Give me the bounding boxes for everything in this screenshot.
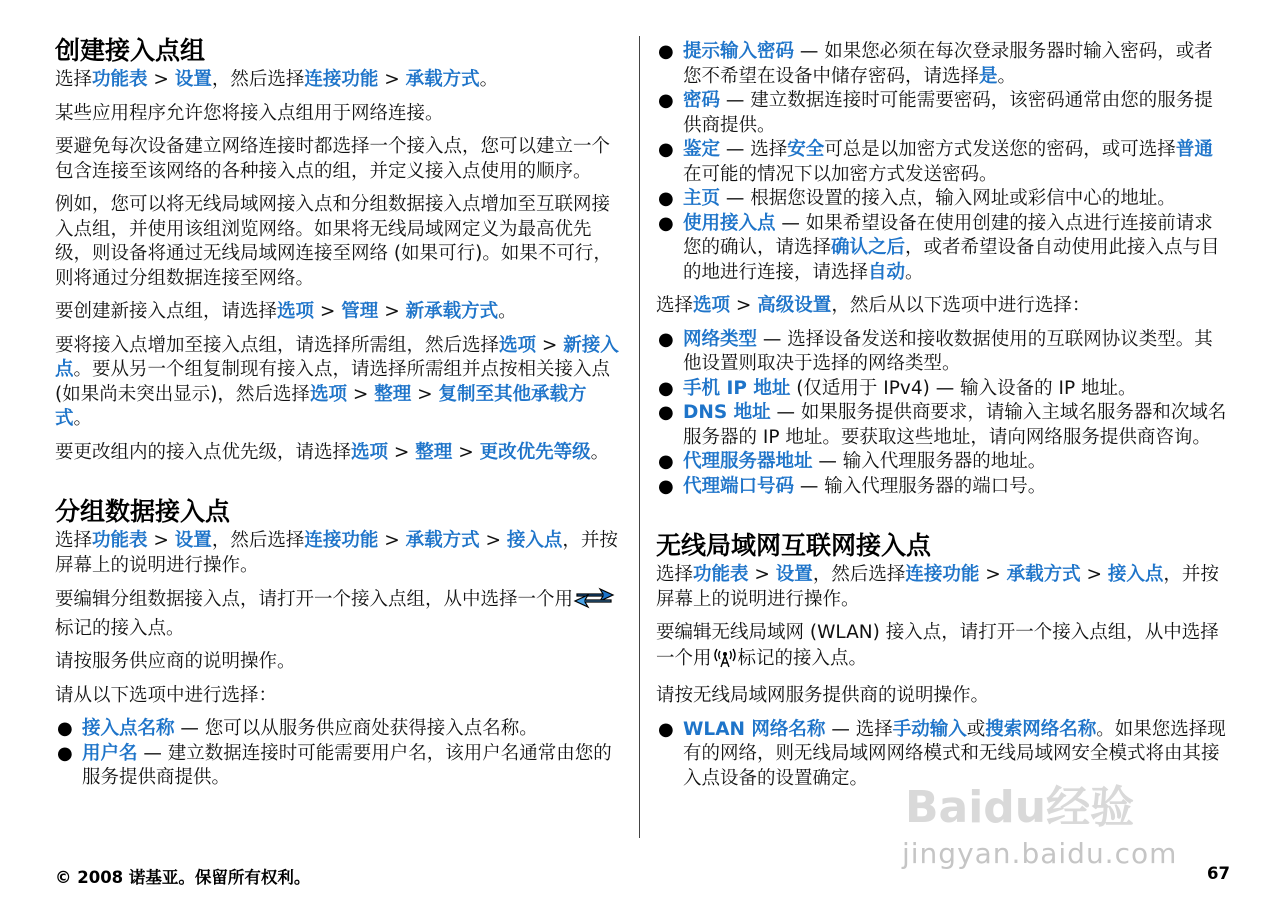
link-connectivity[interactable]: 连接功能 — [304, 530, 379, 551]
option-term[interactable]: 网络类型 — [683, 328, 758, 350]
list-item: ● 鉴定 — 选择安全可总是以加密方式发送您的密码，或可选择普通在可能的情况下以加密方式发送密码。 — [658, 139, 1213, 185]
option-term[interactable]: 提示输入密码 — [683, 41, 795, 62]
option-value[interactable]: 搜索网络名称 — [985, 718, 1097, 740]
option-term[interactable]: 鉴定 — [683, 139, 721, 160]
option-term[interactable]: WLAN 网络名称 — [683, 718, 826, 740]
link-settings[interactable]: 设置 — [775, 564, 813, 585]
list-item: ● 提示输入密码 — 如果您必须在每次登录服务器时输入密码，或者您不希望在设备中储存密码，请选择是。 — [658, 41, 1213, 87]
link-organize[interactable]: 整理 — [415, 441, 453, 463]
link-change-priority[interactable]: 更改优先等级 — [479, 441, 591, 463]
option-term[interactable]: 接入点名称 — [82, 718, 175, 739]
nav-path: 选择功能表 > 设置，然后选择连接功能 > 承载方式 > 接入点，并按屏幕上的说明进行操作。 — [656, 564, 1219, 610]
paragraph-edit-packet: 要编辑分组数据接入点，请打开一个接入点组，从中选择一个用标记的接入点。 — [55, 587, 623, 641]
list-item: ● 主页 — 根据您设置的接入点，输入网址或彩信中心的地址。 — [656, 187, 1228, 212]
link-new-ap[interactable]: 新接入点 — [55, 334, 619, 380]
option-list — [55, 717, 623, 791]
watermark-url: jingyan.baidu.com — [902, 837, 1178, 870]
link-organize[interactable]: 整理 — [374, 383, 412, 405]
link-copy-to-bearer[interactable]: 复制至其他承载方式 — [55, 383, 587, 429]
option-term[interactable]: 代理服务器地址 — [683, 451, 813, 472]
nav-path: 选择功能表 > 设置，然后选择连接功能 > 承载方式 > 接入点，并按屏幕上的说明进行操作。 — [55, 530, 618, 576]
bullet-icon: ● — [658, 377, 674, 399]
link-menu[interactable]: 功能表 — [693, 564, 749, 585]
link-advanced-settings[interactable]: 高级设置 — [757, 295, 832, 316]
link-options[interactable]: 选项 — [309, 383, 347, 405]
nav-path: 选择功能表 > 设置，然后选择连接功能 > 承载方式。 — [55, 69, 499, 90]
link-access-point[interactable]: 接入点 — [506, 530, 563, 551]
paragraph: 某些应用程序允许您将接入点组用于网络连接。 — [55, 102, 444, 124]
link-bearer[interactable]: 承载方式 — [405, 69, 480, 90]
list-item: ● 代理服务器地址 — 输入代理服务器的地址。 — [656, 450, 1228, 475]
paragraph: 请按无线局域网服务提供商的说明操作。 — [656, 685, 990, 706]
paragraph: 要避免每次设备建立网络连接时都选择一个接入点，您可以建立一个包含连接至该网络的各种接入点的组，并定义接入点使用的顺序。 — [55, 136, 611, 182]
footer-copyright: © 2008 诺基亚。保留所有权利。 — [55, 868, 311, 887]
link-access-point[interactable]: 接入点 — [1107, 564, 1164, 585]
option-term[interactable]: DNS 地址 — [683, 402, 771, 423]
section-title-wlan: 无线局域网互联网接入点 — [656, 531, 932, 560]
list-item: ● WLAN 网络名称 — 选择手动输入或搜索网络名称。如果您选择现有的网络，则无线局域网网络模式和无线局域网安全模式将由其接入点设备的设置确定。 — [658, 718, 1226, 789]
list-item: ● 代理端口号码 — 输入代理服务器的端口号。 — [656, 475, 1228, 500]
option-term[interactable]: 使用接入点 — [683, 212, 776, 234]
packet-data-arrows-icon — [573, 587, 615, 617]
bullet-icon: ● — [57, 718, 73, 739]
link-options[interactable]: 选项 — [499, 334, 537, 356]
option-term[interactable]: 用户名 — [82, 742, 138, 764]
paragraph-add-ap: 要将接入点增加至接入点组，请选择所需组，然后选择选项 > 新接入点。要从另一个组复制现有接入点，请选择所需组并点按相关接入点 (如果尚未突出显示)，然后选择选项 > 整理 > 复制至其他承载方式。 — [55, 334, 619, 429]
option-list — [656, 328, 1228, 500]
option-term[interactable]: 主页 — [683, 188, 721, 209]
bullet-icon: ● — [658, 475, 674, 497]
link-options[interactable]: 选项 — [693, 295, 731, 316]
option-value[interactable]: 是 — [979, 65, 998, 87]
link-settings[interactable]: 设置 — [174, 530, 212, 551]
link-bearer[interactable]: 承载方式 — [1006, 564, 1081, 585]
bullet-icon: ● — [57, 742, 73, 764]
bullet-icon: ● — [658, 188, 674, 209]
page-number: 67 — [1207, 864, 1230, 883]
section-title-create-group: 创建接入点组 — [55, 36, 206, 65]
option-value[interactable]: 安全 — [787, 139, 825, 160]
bullet-icon: ● — [658, 212, 674, 234]
left-column — [55, 34, 623, 791]
paragraph: 请按服务供应商的说明操作。 — [55, 651, 296, 672]
link-manage[interactable]: 管理 — [341, 301, 379, 322]
link-menu[interactable]: 功能表 — [92, 69, 148, 90]
bullet-icon: ● — [658, 41, 674, 62]
list-item: ● 手机 IP 地址 (仅适用于 IPv4) — 输入设备的 IP 地址。 — [656, 377, 1228, 402]
list-item: ● 密码 — 建立数据连接时可能需要密码，该密码通常由您的服务提供商提供。 — [658, 90, 1213, 136]
paragraph-priority: 要更改组内的接入点优先级，请选择选项 > 整理 > 更改优先等级。 — [55, 441, 610, 463]
bullet-icon: ● — [658, 402, 674, 423]
link-new-bearer[interactable]: 新承载方式 — [405, 301, 499, 322]
bullet-icon: ● — [658, 90, 674, 111]
list-item: ● 接入点名称 — 您可以从服务供应商处获得接入点名称。 — [55, 717, 623, 742]
bullet-icon: ● — [658, 328, 674, 350]
list-item: ● 用户名 — 建立数据连接时可能需要用户名，该用户名通常由您的服务提供商提供。 — [57, 742, 612, 788]
list-item: ● 使用接入点 — 如果希望设备在使用创建的接入点进行连接前请求您的确认，请选择确认之后，或者希望设备自动使用此接入点与目的地进行连接，请选择自动。 — [658, 212, 1220, 283]
link-options[interactable]: 选项 — [351, 441, 389, 463]
paragraph-edit-wlan: 要编辑无线局域网 (WLAN) 接入点，请打开一个接入点组，从中选择一个用 标记的接入点。 — [656, 621, 1228, 675]
nav-path: 选择选项 > 高级设置，然后从以下选项中进行选择： — [656, 295, 1091, 316]
link-options[interactable]: 选项 — [277, 301, 315, 322]
list-item: ● DNS 地址 — 如果服务提供商要求，请输入主域名服务器和次域名服务器的 IP 地址。要获取这些地址，请向网络服务提供商咨询。 — [658, 402, 1227, 448]
link-settings[interactable]: 设置 — [174, 69, 212, 90]
bullet-icon: ● — [658, 139, 674, 160]
option-value[interactable]: 手动输入 — [892, 718, 967, 740]
option-list — [656, 40, 1228, 285]
bullet-icon: ● — [658, 451, 674, 472]
link-connectivity[interactable]: 连接功能 — [905, 564, 980, 585]
option-term[interactable]: 手机 IP 地址 — [683, 377, 791, 399]
link-connectivity[interactable]: 连接功能 — [304, 69, 379, 90]
wlan-antenna-icon — [712, 646, 738, 676]
paragraph: 例如，您可以将无线局域网接入点和分组数据接入点增加至互联网接入点组，并使用该组浏览网络。如果将无线局域网定义为最高优先级，则设备将通过无线局域网连接至网络 (如果可行)。如果不可行，则将通过分组数据连接至网络。 — [55, 194, 612, 289]
option-value[interactable]: 普通 — [1175, 139, 1213, 160]
list-item: ● 网络类型 — 选择设备发送和接收数据使用的互联网协议类型。其他设置则取决于选择的网络类型。 — [658, 328, 1213, 374]
link-menu[interactable]: 功能表 — [92, 530, 148, 551]
option-value[interactable]: 自动 — [868, 261, 906, 283]
option-term[interactable]: 密码 — [683, 90, 721, 111]
link-bearer[interactable]: 承载方式 — [405, 530, 480, 551]
option-term[interactable]: 代理端口号码 — [683, 475, 795, 497]
column-divider — [639, 36, 640, 838]
option-value[interactable]: 确认之后 — [831, 237, 906, 258]
paragraph-create-group: 要创建新接入点组，请选择选项 > 管理 > 新承载方式。 — [55, 301, 517, 322]
baidu-watermark-logo — [845, 770, 1225, 890]
paragraph: 请从以下选项中进行选择： — [55, 684, 278, 706]
bullet-icon: ● — [658, 718, 674, 740]
right-column — [656, 40, 1228, 791]
watermark-logo-text: Baidu经验 — [905, 782, 1135, 833]
section-title-packet-data: 分组数据接入点 — [55, 497, 231, 526]
